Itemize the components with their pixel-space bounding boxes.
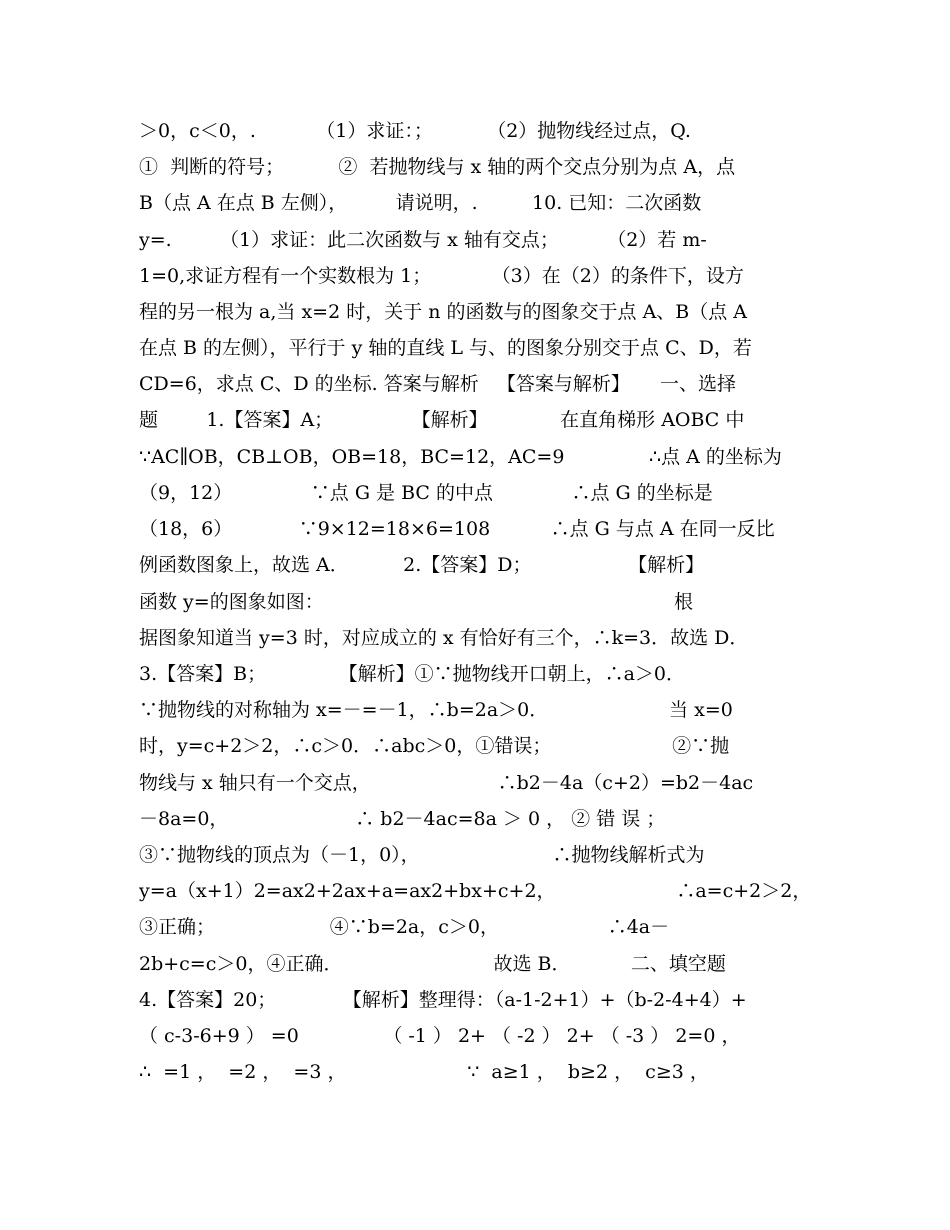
text-line: （9，12） ∵点 G 是 BC 的中点 ∴点 G 的坐标是 [139,482,713,504]
text-line: 程的另一根为 a,当 x=2 时，关于 n 的函数与的图象交于点 A、B（点 A [139,301,748,323]
text-line: ∵AC∥OB，CB⊥OB，OB=18，BC=12，AC=9 ∴点 A 的坐标为 [139,446,782,468]
text-line: （ c-3-6+9 ） =0 （ -1 ） 2+ （ -2 ） 2+ （ -3 ） 2=0 ， [139,1025,741,1047]
text-line: 例函数图象上，故选 A． 2.【答案】D； 【解析】 [139,554,705,576]
text-line: －8a=0， ∴ b2－4ac=8a ＞ 0 ， ② 错 误 ； [139,808,666,830]
text-line: ③∵抛物线的顶点为（－1，0）， ∴抛物线解析式为 [139,844,705,866]
text-line: ∵抛物线的对称轴为 x=－=－1，∴b=2a＞0． 当 x=0 [139,699,733,721]
text-line: 在点 B 的左侧），平行于 y 轴的直线 L 与、的图象分别交于点 C、D，若 [139,337,752,359]
text-line: y=a（x+1）2=ax2+2ax+a=ax2+bx+c+2， ∴a=c+2＞2， [139,880,811,902]
text-line: 题 1.【答案】A； 【解析】 在直角梯形 AOBC 中 [139,409,745,431]
text-line: ③正确； ④∵b=2a，c＞0， ∴4a－ [139,916,670,938]
text-line: 物线与 x 轴只有一个交点， ∴b2－4a（c+2）=b2－4ac [139,772,754,794]
text-line: ① 判断的符号； ② 若抛物线与 x 轴的两个交点分别为点 A，点 [139,156,736,178]
text-line: CD=6，求点 C、D 的坐标. 答案与解析 【答案与解析】 一、选择 [139,373,737,395]
text-line: 2b+c=c＞0，④正确． 故选 B． 二、填空题 [139,953,726,975]
text-line: 4.【答案】20； 【解析】整理得：（a-1-2+1）+（b-2-4+4）+ [139,989,747,1011]
text-line: 时，y=c+2＞2，∴c＞0．∴abc＞0，①错误； ②∵抛 [139,735,730,757]
text-line: （18，6） ∵9×12=18×6=108 ∴点 G 与点 A 在同一反比 [139,518,775,540]
text-line: 3.【答案】B； 【解析】①∵抛物线开口朝上，∴a＞0． [139,663,685,685]
text-line: 据图象知道当 y=3 时，对应成立的 x 有恰好有三个，∴k=3．故选 D． [139,627,749,649]
text-line: 1=0,求证方程有一个实数根为 1； （3）在（2）的条件下，设方 [139,265,744,287]
text-line: y=. （1）求证：此二次函数与 x 轴有交点； （2）若 m- [139,229,707,251]
text-line: ＞0，c＜0，. （1）求证：； （2）抛物线经过点，Q. [139,120,691,142]
text-line: B（点 A 在点 B 左侧）， 请说明，. 10. 已知：二次函数 [139,192,702,214]
text-line: ∴ =1 ， =2 ， =3 ， ∵ a≥1 ， b≥2 ， c≥3 ， [139,1061,709,1083]
text-line: 函数 y=的图象如图： 根 [139,591,693,613]
